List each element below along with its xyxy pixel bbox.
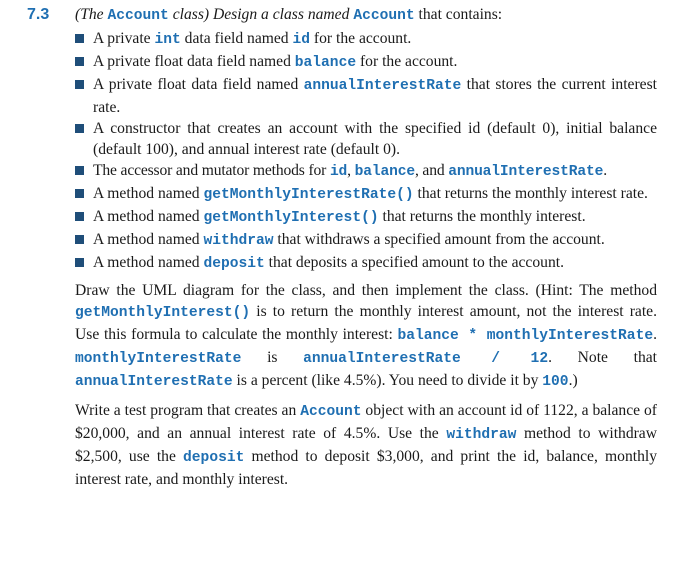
requirements-list bbox=[75, 28, 657, 275]
test-program-paragraph: Write a test program that creates an Account object with an account id of 1122, a balance of $20,000, and an annual interest rate of 4.5%. Use the withdraw method to withdraw $2,500, use the deposit method to deposit $3,000, and print the id, balance, monthly interest rate, and monthly interest. bbox=[75, 402, 658, 488]
list-item: A method named withdraw that withdraws a specified amount from the account. bbox=[75, 229, 657, 252]
list-item: A method named getMonthlyInterest() that returns the monthly interest. bbox=[75, 206, 657, 229]
bullet-square-icon bbox=[75, 258, 84, 267]
hint-paragraph: Draw the UML diagram for the class, and then implement the class. (Hint: The method getMonthlyInterest() is to return the monthly interest amount, not the interest rate. Use this formula to calculate the monthly interest: balance * monthlyInterestRate. monthlyInterestRate is annualInterestRate / 12. Note that annualInterestRate is a percent (like 4.5%). You need to divide it by 100.) bbox=[75, 282, 657, 390]
bullet-square-icon bbox=[75, 235, 84, 244]
list-item: A method named getMonthlyInterestRate() that returns the monthly interest rate. bbox=[75, 183, 657, 206]
bullet-square-icon bbox=[75, 189, 84, 198]
exercise-number: 7.3 bbox=[27, 6, 50, 23]
bullet-square-icon bbox=[75, 57, 84, 66]
bullet-square-icon bbox=[75, 124, 84, 133]
exercise-title: (The Account class) Design a class named Account that contains: bbox=[75, 6, 503, 24]
list-item: A private float data field named balance for the account. bbox=[75, 51, 657, 74]
list-item: A private int data field named id for the account. bbox=[75, 28, 657, 51]
list-item: A private float data field named annualInterestRate that stores the current interest rate. bbox=[75, 74, 657, 118]
title-class-code: Account bbox=[107, 8, 169, 24]
exercise-body bbox=[75, 4, 657, 490]
list-item: The accessor and mutator methods for id, balance, and annualInterestRate. bbox=[75, 160, 657, 183]
list-item: A constructor that creates an account with the specified id (default 0), initial balance (default 100), and annual interest rate (default 0). bbox=[75, 118, 657, 160]
bullet-square-icon bbox=[75, 212, 84, 221]
list-item: A method named deposit that deposits a specified amount to the account. bbox=[75, 252, 657, 275]
bullet-square-icon bbox=[75, 34, 84, 43]
bullet-square-icon bbox=[75, 166, 84, 175]
class-name-code: Account bbox=[353, 8, 415, 24]
bullet-square-icon bbox=[75, 80, 84, 89]
